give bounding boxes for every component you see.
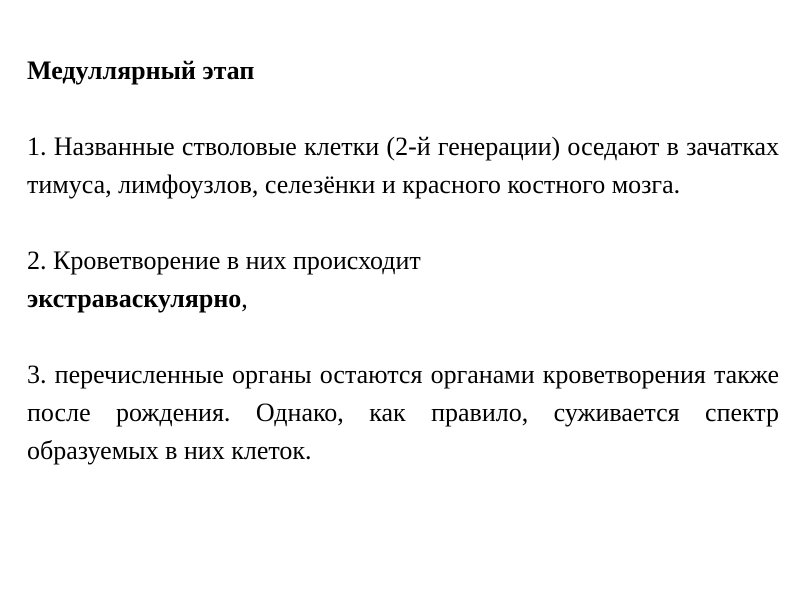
point-3: 3. перечисленные органы остаются органами кроветворения также после рождения. Однако, как правило, суживается спектр образуемых в них клеток. bbox=[27, 360, 779, 465]
spacer bbox=[27, 204, 779, 242]
slide-title: Медуллярный этап bbox=[27, 56, 255, 85]
spacer bbox=[27, 90, 779, 128]
slide-content bbox=[27, 52, 779, 470]
point-2 bbox=[27, 242, 779, 318]
spacer bbox=[27, 318, 779, 356]
point-2-prefix: 2. Кроветворение в них происходит bbox=[27, 246, 421, 275]
point-1: 1. Названные стволовые клетки (2-й генерации) оседают в зачатках тимуса, лимфоузлов, селезёнки и красного костного мозга. bbox=[27, 132, 779, 199]
point-2-bold-term: экстраваскулярно bbox=[27, 284, 242, 313]
point-2-suffix: , bbox=[241, 284, 248, 313]
